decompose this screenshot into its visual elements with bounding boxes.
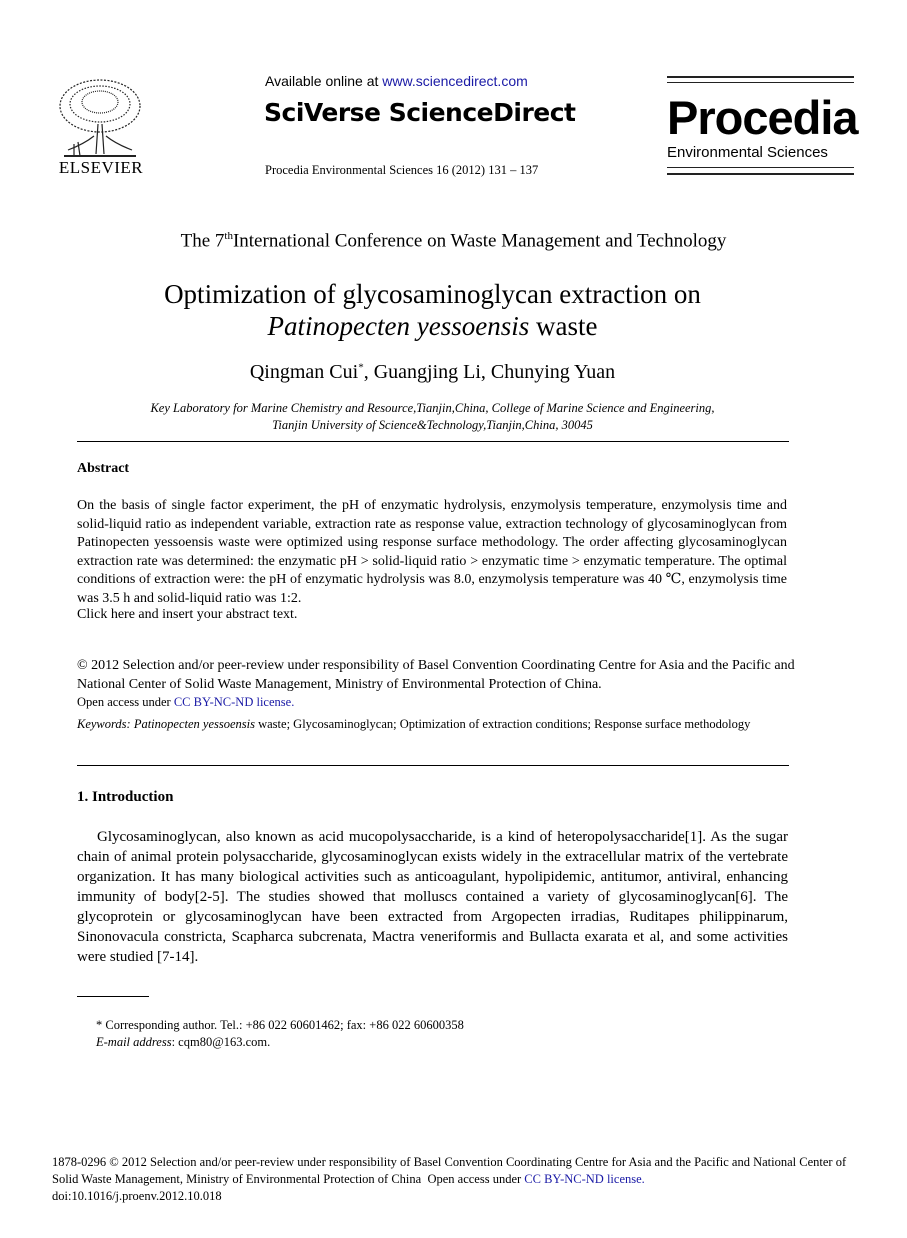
- journal-logo-word: Procedia: [667, 91, 858, 144]
- doi: doi:10.1016/j.proenv.2012.10.018: [52, 1189, 222, 1203]
- bottom-open-access: Open access under CC BY-NC-ND license.: [421, 1172, 645, 1186]
- elsevier-tree-logo: [54, 74, 146, 164]
- bottom-license-link[interactable]: CC BY-NC-ND license.: [524, 1172, 645, 1186]
- sciencedirect-link[interactable]: www.sciencedirect.com: [382, 73, 528, 89]
- journal-logo: [667, 76, 858, 176]
- corresponding-author-note: * Corresponding author. Tel.: +86 022 60601462; fax: +86 022 60600358: [96, 1018, 464, 1032]
- abstract-heading: Abstract: [77, 461, 130, 476]
- introduction-text: Glycosaminoglycan, also known as acid mucopolysaccharide, is a kind of heteropolysaccharide[1]. As the sugar chain of animal protein polysaccharide, glycosaminoglycan exists widely in the extracellular matrix of the vertebrate organization. It has many biological activities such as anticoagulant, hypolipidemic, antitumor, antiviral, enhancing immunity of body[2-5]. The studies showed that molluscs contained a variety of glycosaminoglycan[6]. The glycoprotein or glycosaminoglycan have been extracted from Argopecten irradias, Ruditapes philippinarum, Sinonovacula constricta, Scapharca subcrenata, Mactra veneriformis and Bullacta exarata et al, and some activities were studied [7-14].: [77, 829, 788, 965]
- author-list: Qingman Cui*, Guangjing Li, Chunying Yuan: [249, 361, 616, 383]
- footnote-rule: [77, 996, 149, 997]
- available-online: Available online at www.sciencedirect.com: [265, 73, 528, 89]
- journal-logo-sub: Environmental Sciences: [667, 144, 828, 161]
- publisher-name: ELSEVIER: [58, 158, 144, 177]
- abstract-text: On the basis of single factor experiment, the pH of enzymatic hydrolysis, enzymolysis temperature, enzymolysis time and solid-liquid ratio as independent variable, extraction rate as response value, extraction technology of glycosaminoglycan from Patinopecten yessoensis waste were optimized using response surface methodology. The order affecting glycosaminoglycan extraction rate was determined: the enzymatic pH > solid-liquid ratio > enzymatic time > enzymatic temperature. The optimal conditions of extraction were: the pH of enzymatic hydrolysis was 8.0, enzymolysis temperature was 40 ℃, enzymolysis time was 3.5 h and solid-liquid ratio was 1:2.: [77, 498, 787, 606]
- section-heading-introduction: 1. Introduction: [77, 789, 174, 805]
- conference-name: The 7thInternational Conference on Waste Management and Technology: [180, 230, 727, 252]
- copyright-statement: © 2012 Selection and/or peer-review under responsibility of Basel Convention Coordinating Centre for Asia and the Pacific and National Center of Solid Waste Management, Ministry of Environmental Protection of China.: [77, 658, 795, 692]
- keywords: Keywords: Patinopecten yessoensis waste; Glycosaminoglycan; Optimization of extraction conditions; Response surface methodology: [77, 717, 751, 731]
- divider: [77, 765, 789, 766]
- issn-footer: 1878-0296 © 2012 Selection and/or peer-review under responsibility of Basel Convention Coordinating Centre for Asia and the Pacific and National Center of Solid Waste Management, Ministry of Environmental Protection of China Open access under CC BY-NC-ND license. doi:10.1016/j.proenv.2012.10.018: [52, 1154, 862, 1205]
- abstract-placeholder: Click here and insert your abstract text.: [77, 607, 298, 622]
- journal-citation: Procedia Environmental Sciences 16 (2012) 131 – 137: [265, 163, 539, 177]
- paper-title: Optimization of glycosaminoglycan extraction on Patinopecten yessoensis waste: [164, 279, 701, 341]
- open-access-note: Open access under CC BY-NC-ND license.: [77, 695, 295, 709]
- divider: [77, 441, 789, 442]
- platform-logo: SciVerse ScienceDirect: [264, 98, 576, 127]
- email-note: E-mail address: cqm80@163.com.: [96, 1035, 271, 1049]
- affiliation: Key Laboratory for Marine Chemistry and Resource,Tianjin,China, College of Marine Science and Engineering, Tianjin University of Science&Technology,Tianjin,China, 30045: [150, 401, 715, 432]
- license-link[interactable]: CC BY-NC-ND license.: [173, 695, 295, 709]
